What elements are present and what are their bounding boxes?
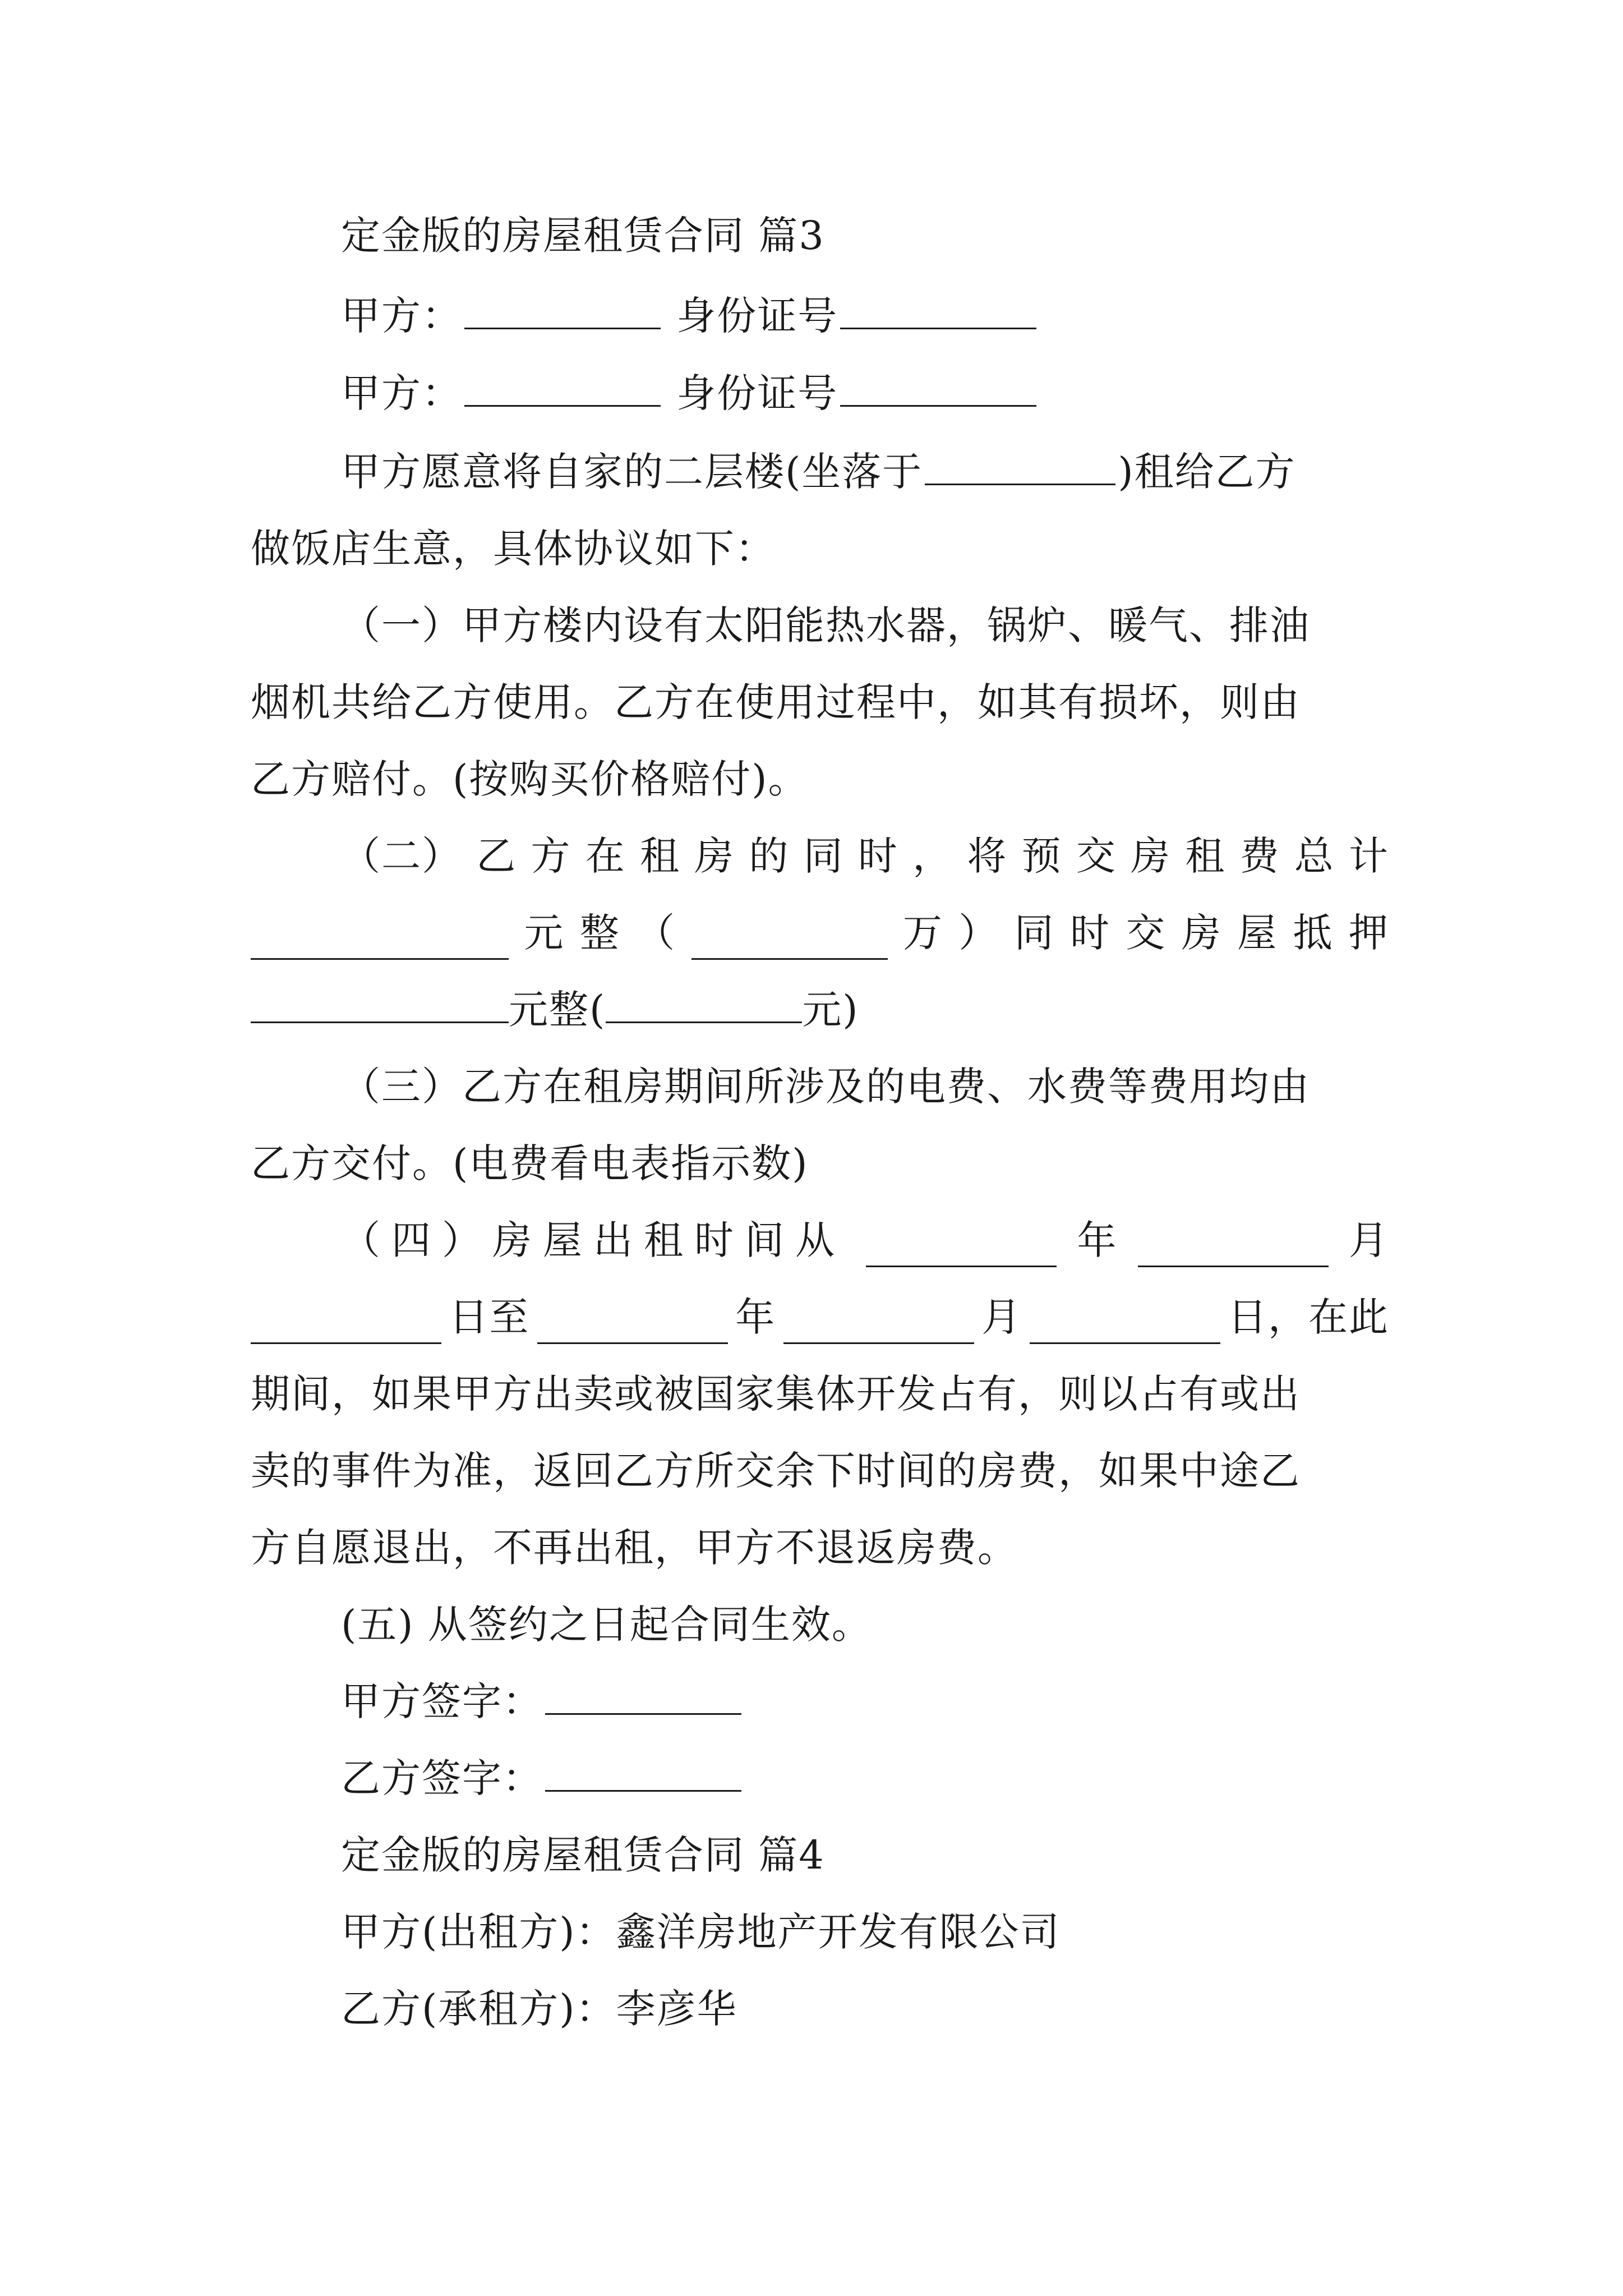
section3-title: 定金版的房屋租赁合同 篇3 xyxy=(341,213,825,259)
start-year-blank xyxy=(866,1232,1057,1267)
clause-word: 的 xyxy=(749,833,790,879)
clause-word: 年 xyxy=(1077,1217,1118,1263)
clause-4-line-2 xyxy=(251,1290,1389,1344)
clause-text: （四）房屋出租时间从 xyxy=(341,1217,846,1263)
clause-word: 租 xyxy=(639,833,680,879)
clause-word: 年 xyxy=(735,1294,776,1340)
clause-word: 预 xyxy=(1021,833,1062,879)
clause-1-line-2: 烟机共给乙方使用。乙方在使用过程中，如其有损坏，则由 xyxy=(251,679,1301,725)
rent-total-blank xyxy=(251,924,509,960)
clause-word: 时 xyxy=(1070,910,1110,956)
rent-wan-blank xyxy=(691,924,888,960)
deposit-blank xyxy=(251,988,509,1023)
clause-word: 月 xyxy=(1349,1217,1389,1263)
intro-text: )租给乙方 xyxy=(1118,449,1296,495)
clause-word: 计 xyxy=(1348,833,1389,879)
party-a-name-blank xyxy=(464,371,661,407)
clause-text: 日至 xyxy=(449,1294,530,1340)
end-day-blank xyxy=(1030,1309,1220,1344)
clause-word: ） xyxy=(958,910,999,956)
clause-1-line-3: 乙方赔付。(按购买价格赔付)。 xyxy=(251,756,809,802)
clause-text: 元) xyxy=(802,987,859,1033)
clause-word: 乙 xyxy=(476,833,517,879)
signature-b-label: 乙方签字： xyxy=(341,1755,543,1801)
signature-a-label: 甲方签字： xyxy=(341,1678,543,1724)
clause-word: 房 xyxy=(1131,833,1172,879)
clause-word: 在 xyxy=(585,833,626,879)
clause-word: 房 xyxy=(1181,910,1222,956)
lessor-line: 甲方(出租方)：鑫洋房地产开发有限公司 xyxy=(341,1909,1061,1955)
party-a-row-2 xyxy=(341,366,1389,420)
lessee-line: 乙方(承租方)：李彦华 xyxy=(341,1986,737,2032)
deposit-amount-blank xyxy=(606,988,802,1023)
clause-word: ， xyxy=(912,833,953,879)
clause-word: 时 xyxy=(857,833,898,879)
clause-word: 同 xyxy=(803,833,844,879)
clause-text: 元整( xyxy=(509,987,606,1033)
clause-word: 屋 xyxy=(1237,910,1278,956)
clause-4-line-3: 期间，如果甲方出卖或被国家集体开发占有，则以占有或出 xyxy=(251,1371,1301,1417)
clause-word: 同 xyxy=(1014,910,1055,956)
clause-4-line-5: 方自愿退出，不再出租，甲方不退返房费。 xyxy=(251,1525,1018,1571)
clause-word: 租 xyxy=(1185,833,1226,879)
clause-word: 费 xyxy=(1239,833,1280,879)
clause-2-line-1 xyxy=(341,829,1389,883)
clause-word: 交 xyxy=(1076,833,1117,879)
clause-word: 总 xyxy=(1294,833,1335,879)
clause-1-line-1: （一）甲方楼内设有太阳能热水器，锅炉、暖气、排油 xyxy=(341,602,1310,648)
clause-4-line-1 xyxy=(341,1213,1389,1267)
clause-word: 交 xyxy=(1126,910,1166,956)
clause-word: 将 xyxy=(967,833,1008,879)
clause-word: 抵 xyxy=(1293,910,1334,956)
intro-line-1 xyxy=(341,445,1389,499)
intro-line-2: 做饭店生意，具体协议如下： xyxy=(251,526,776,572)
id-number-blank xyxy=(840,294,1036,329)
signature-b-blank xyxy=(545,1756,741,1792)
clause-5: (五) 从签约之日起合同生效。 xyxy=(341,1602,872,1648)
end-year-blank xyxy=(537,1309,728,1344)
clause-2-line-3 xyxy=(251,983,1389,1037)
id-number-label: 身份证号 xyxy=(676,293,838,339)
intro-text: 甲方愿意将自家的二层楼(坐落于 xyxy=(341,449,923,495)
clause-word: （二） xyxy=(341,833,462,879)
signature-a-blank xyxy=(545,1680,741,1715)
clause-3-line-1: （三）乙方在租房期间所涉及的电费、水费等费用均由 xyxy=(341,1064,1310,1110)
party-a-label: 甲方： xyxy=(341,293,462,339)
signature-a-row xyxy=(341,1674,1389,1728)
party-a-row-1 xyxy=(341,289,1389,343)
party-a-name-blank xyxy=(464,294,661,329)
location-blank xyxy=(925,450,1115,485)
clause-word: 整 xyxy=(579,910,620,956)
clause-word: 月 xyxy=(981,1294,1022,1340)
clause-word: 房 xyxy=(694,833,735,879)
clause-2-line-2 xyxy=(251,906,1389,960)
clause-word: 押 xyxy=(1348,910,1389,956)
clause-word: 方 xyxy=(531,833,571,879)
clause-4-line-4: 卖的事件为准，返回乙方所交余下时间的房费，如果中途乙 xyxy=(251,1448,1301,1494)
end-month-blank xyxy=(783,1309,974,1344)
clause-word: （ xyxy=(635,910,676,956)
start-day-blank xyxy=(251,1309,441,1344)
party-a-label: 甲方： xyxy=(341,370,462,416)
clause-text: 日，在此 xyxy=(1227,1294,1389,1340)
signature-b-row xyxy=(341,1751,1389,1805)
start-month-blank xyxy=(1138,1232,1329,1267)
id-number-blank xyxy=(840,371,1036,407)
clause-word: 万 xyxy=(902,910,943,956)
section4-title: 定金版的房屋租赁合同 篇4 xyxy=(341,1832,825,1878)
clause-3-line-2: 乙方交付。(电费看电表指示数) xyxy=(251,1140,809,1186)
clause-word: 元 xyxy=(524,910,565,956)
id-number-label: 身份证号 xyxy=(676,370,838,416)
